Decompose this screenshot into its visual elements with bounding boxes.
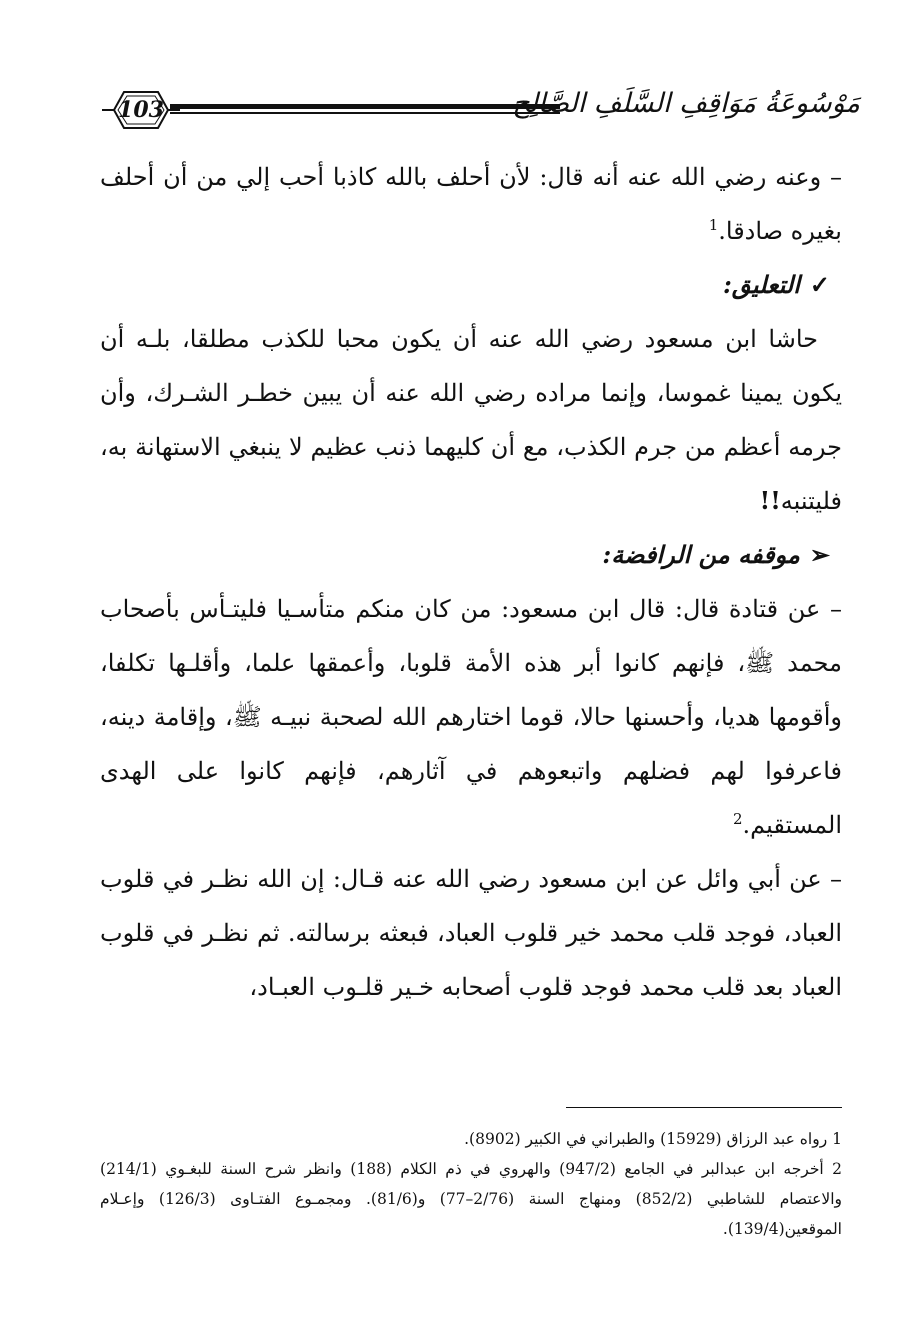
section-heading: ✓التعليق: (723, 270, 830, 299)
main-text (100, 150, 842, 1014)
footnote-ref: 2 (732, 810, 743, 828)
footnote: 2 أخرجه ابن عبدالبر في الجامع (947/2) والهروي في ذم الكلام (188) وانظر شرح السنة للبغـوي (214/1) والاعتصام للشاطبي (852/2) ومنهاج السنة (2/76–77) و(81/6). ومجمـوع الفتـاوى (126/3) وإعـلام الموقعين(139/4). (100, 1160, 843, 1238)
check-mark-icon: ✓ (809, 270, 830, 299)
paragraph: حاشا ابن مسعود رضي الله عنه أن يكون محبا للكذب مطلقا، بلـه أن يكون يمينا غموسا، وإنما مراده رضي الله عنه أن يبين خطـر الشـرك، وأن جرمه أعظم من جرم الكذب، مع أن كليهما ذنب عظيم لا ينبغي الاستهانة به، فليتنبه!! (100, 325, 843, 515)
footnote: 1 رواه عبد الرزاق (15929) والطبراني في الكبير (8902). (464, 1130, 842, 1148)
footnote-separator (566, 1107, 842, 1108)
footnote-ref: 1 (708, 216, 719, 234)
footnotes (100, 1124, 842, 1244)
arrow-bullet-icon: ➢ (809, 540, 830, 569)
page-header (100, 86, 860, 142)
paragraph: – عن أبي وائل عن ابن مسعود رضي الله عنه قـال: إن الله نظـر في قلوب العباد، فوجد قلب محمد خير قلوب العباد، فبعثه برسالته. ثم نظـر في قلوب العباد بعد قلب محمد فوجد قلوب أصحابه خـير قلـوب العبـاد، (100, 865, 842, 1001)
series-title: مَوْسُوعَةُ مَوَاقِفِ السَّلَفِ الصَّالِح (512, 88, 860, 119)
header-rule (170, 104, 560, 116)
paragraph: – وعنه رضي الله عنه أنه قال: لأن أحلف بالله كاذبا أحب إلي من أن أحلف بغيره صادقا.$^1$ (100, 163, 842, 245)
paragraph: – عن قتادة قال: قال ابن مسعود: من كان منكم متأسـيا فليتـأس بأصحاب محمد ﷺ، فإنهم كانوا أبر هذه الأمة قلوبا، وأعمقها علما، وأقلـها تكلفا، وأقومها هديا، وأحسنها حالا، قوما اختارهم الله لصحبة نبيـه ﷺ، وإقامة دينه، فاعرفوا لهم فضلهم واتبعوهم في آثارهم، فإنهم كانوا على الهدى المستقيم.$^2$ (100, 595, 842, 839)
page-number: 103 (118, 97, 164, 123)
section-heading: ➢موقفه من الرافضة: (602, 540, 830, 569)
